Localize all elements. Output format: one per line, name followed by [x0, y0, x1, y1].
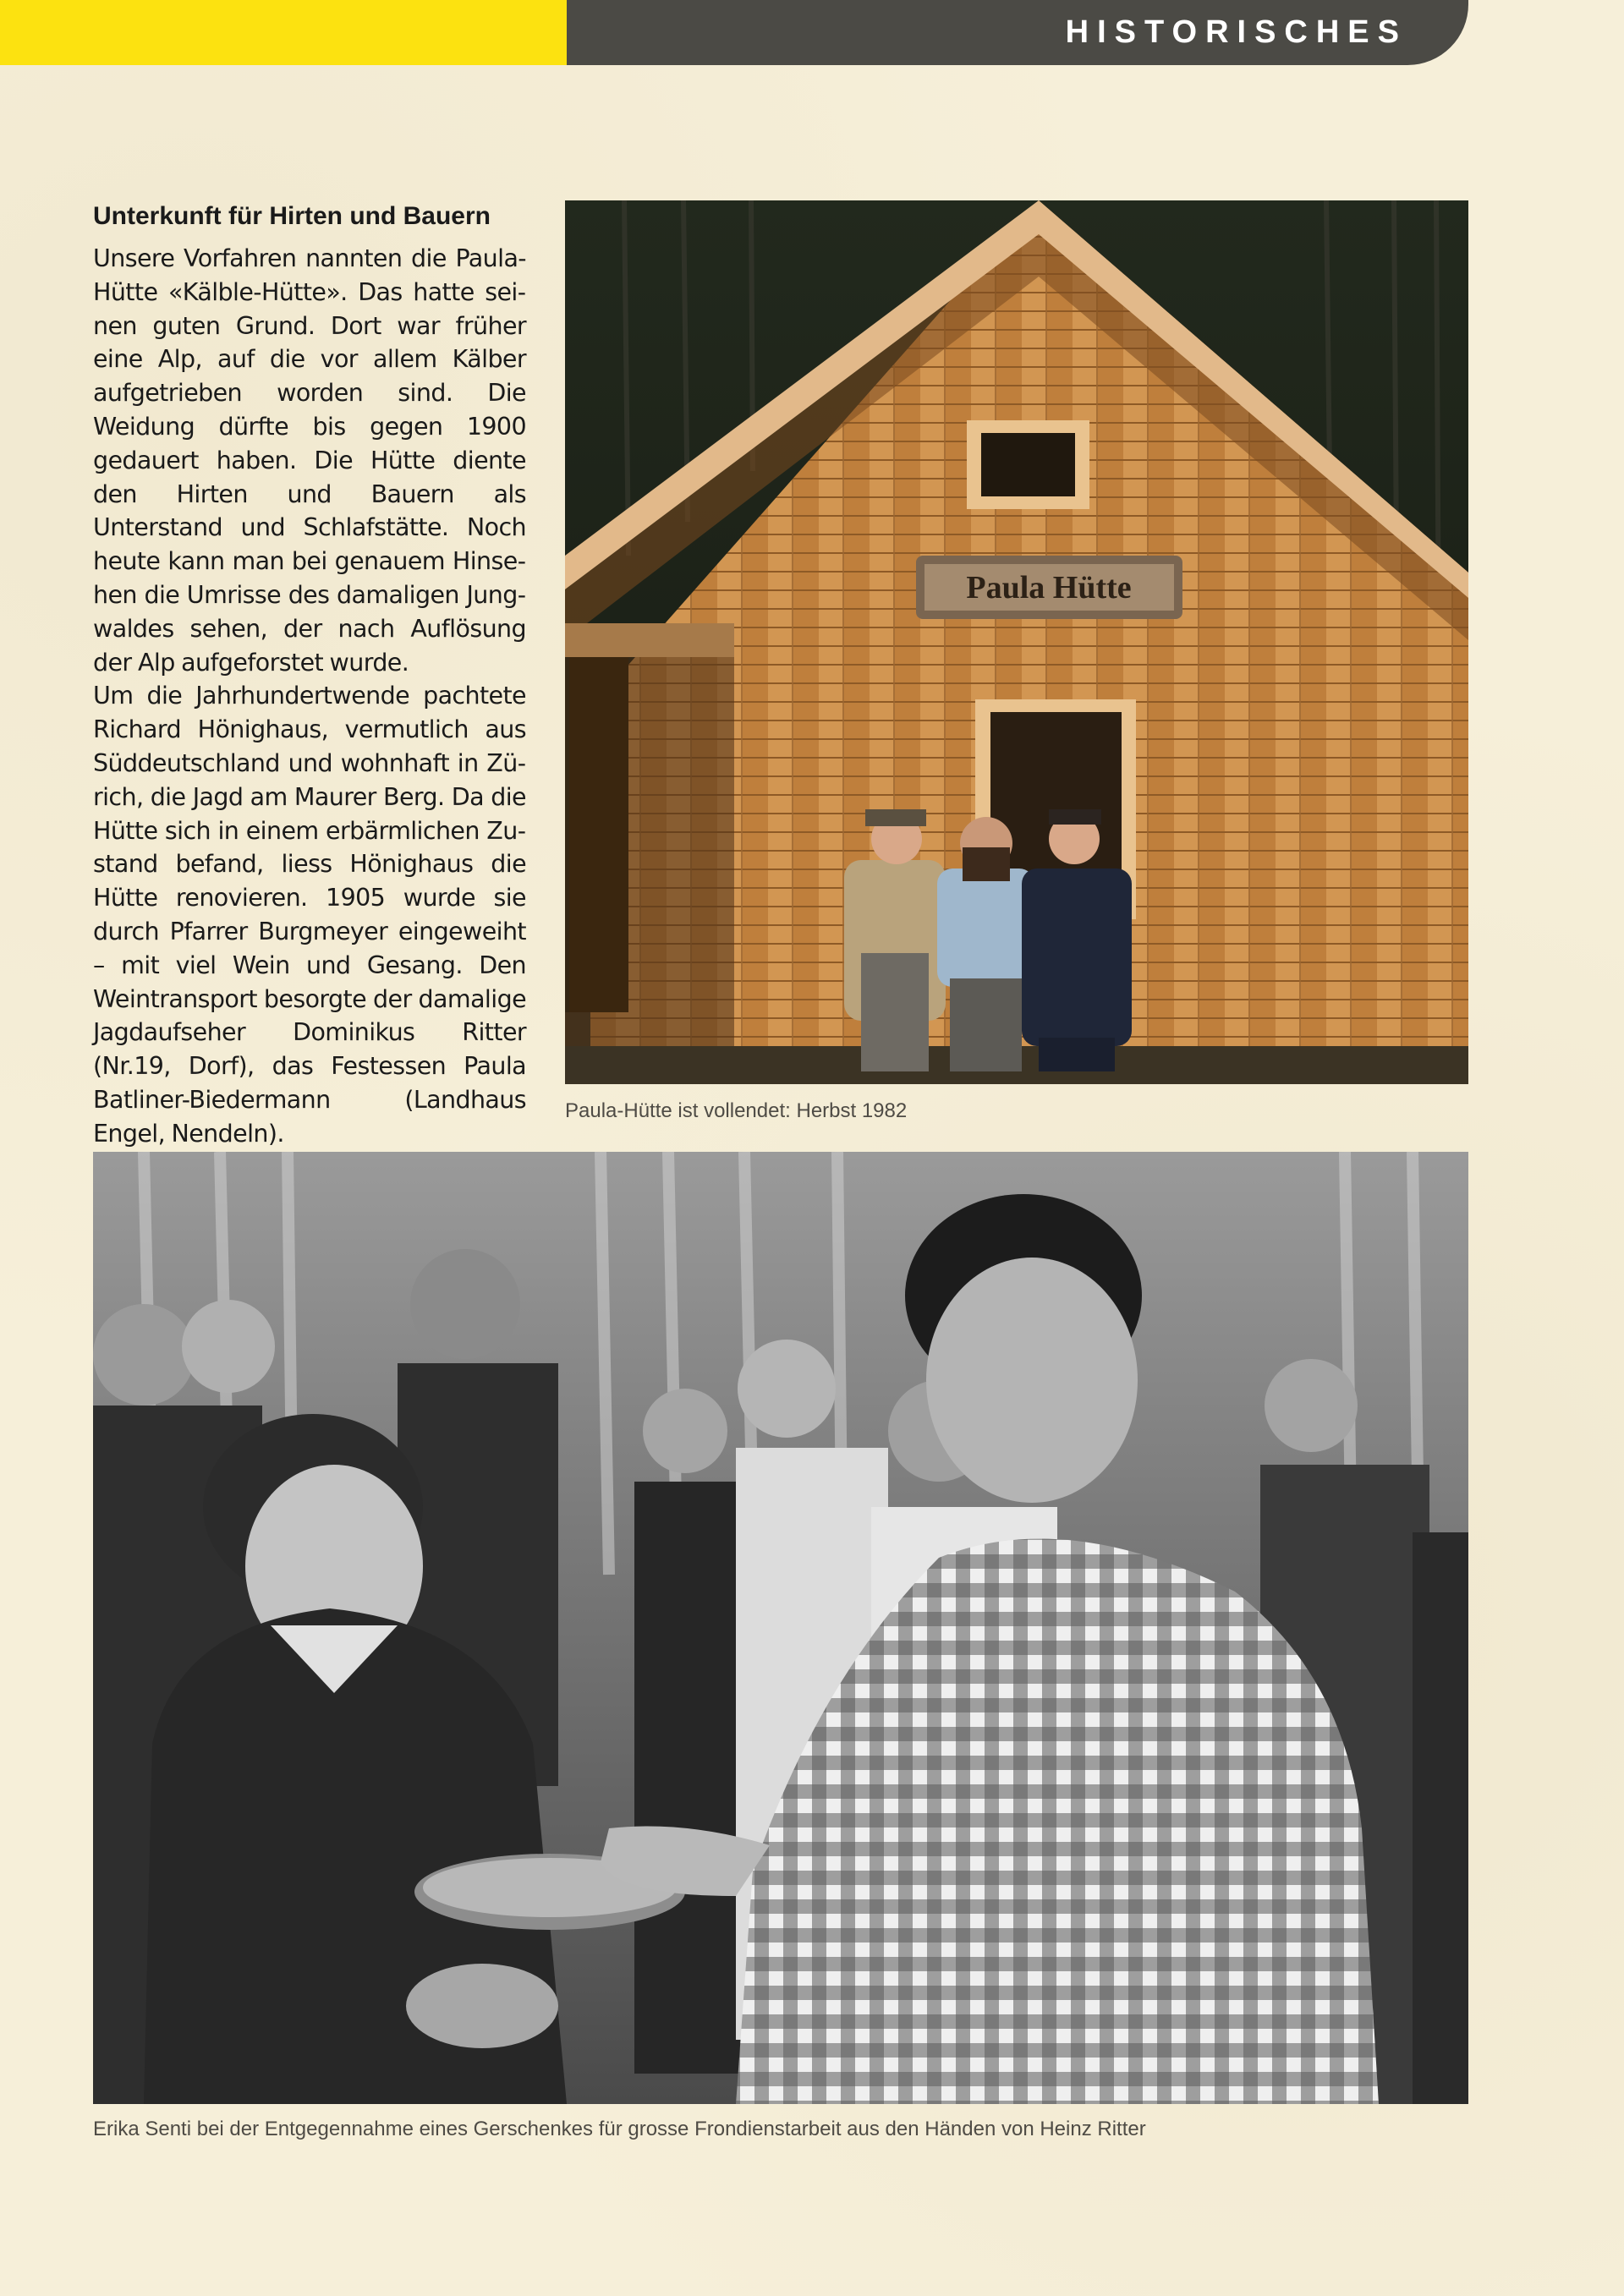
article-paragraph-1: Unsere Vorfahren nannten die Paula-Hütte «Kälble-Hütte». Das hatte seinen guten Grund. Dort war früher eine Alp, auf die vor allem Kälber aufgetrieben worden sind. Die Weidung dürfte bis gegen 1900 gedauert haben. Die Hütte diente den Hirten und Bauern als Unterstand und Schlafstätte. Noch heute kann man bei genauem Hinsehen die Umrisse des damaligen Jungwaldes sehen, der nach Auflösung der Alp aufgeforstet wurde.	[93, 244, 526, 677]
hut-photo-caption: Paula-Hütte ist vollendet: Herbst 1982	[565, 1099, 908, 1122]
group-photo-caption: Erika Senti bei der Entgegennahme eines Gerschenkes für grosse Frondienstarbeit aus den Händen von Heinz Ritter	[93, 2118, 1146, 2140]
section-tab	[567, 0, 1468, 65]
section-label: HISTORISCHES	[1065, 14, 1407, 50]
hut-sign-text: Paula Hütte	[966, 570, 1132, 606]
article-heading: Unterkunft für Hirten und Bauern	[93, 202, 491, 230]
hut-photo	[565, 200, 1468, 1084]
article-column	[93, 200, 526, 1151]
article-paragraph-2: Um die Jahrhundertwende pachtete Richard Hönighaus, vermutlich aus Süddeutschland und wohnhaft in Zürich, die Jagd am Maurer Berg. Da die Hütte sich in einem erbärmlichen Zustand befand, liess Hönighaus die Hütte renovieren. 1905 wurde sie durch Pfarrer Burgmeyer eingeweiht – mit viel Wein und Gesang. Den Weintransport besorgte der damalige Jagdaufseher Dominikus Ritter (Nr.19, Dorf), das Festessen Paula Batliner-Biedermann (Landhaus Engel, Nendeln).	[93, 682, 526, 1148]
group-photo	[93, 1152, 1468, 2104]
header-accent-bar	[0, 0, 567, 65]
